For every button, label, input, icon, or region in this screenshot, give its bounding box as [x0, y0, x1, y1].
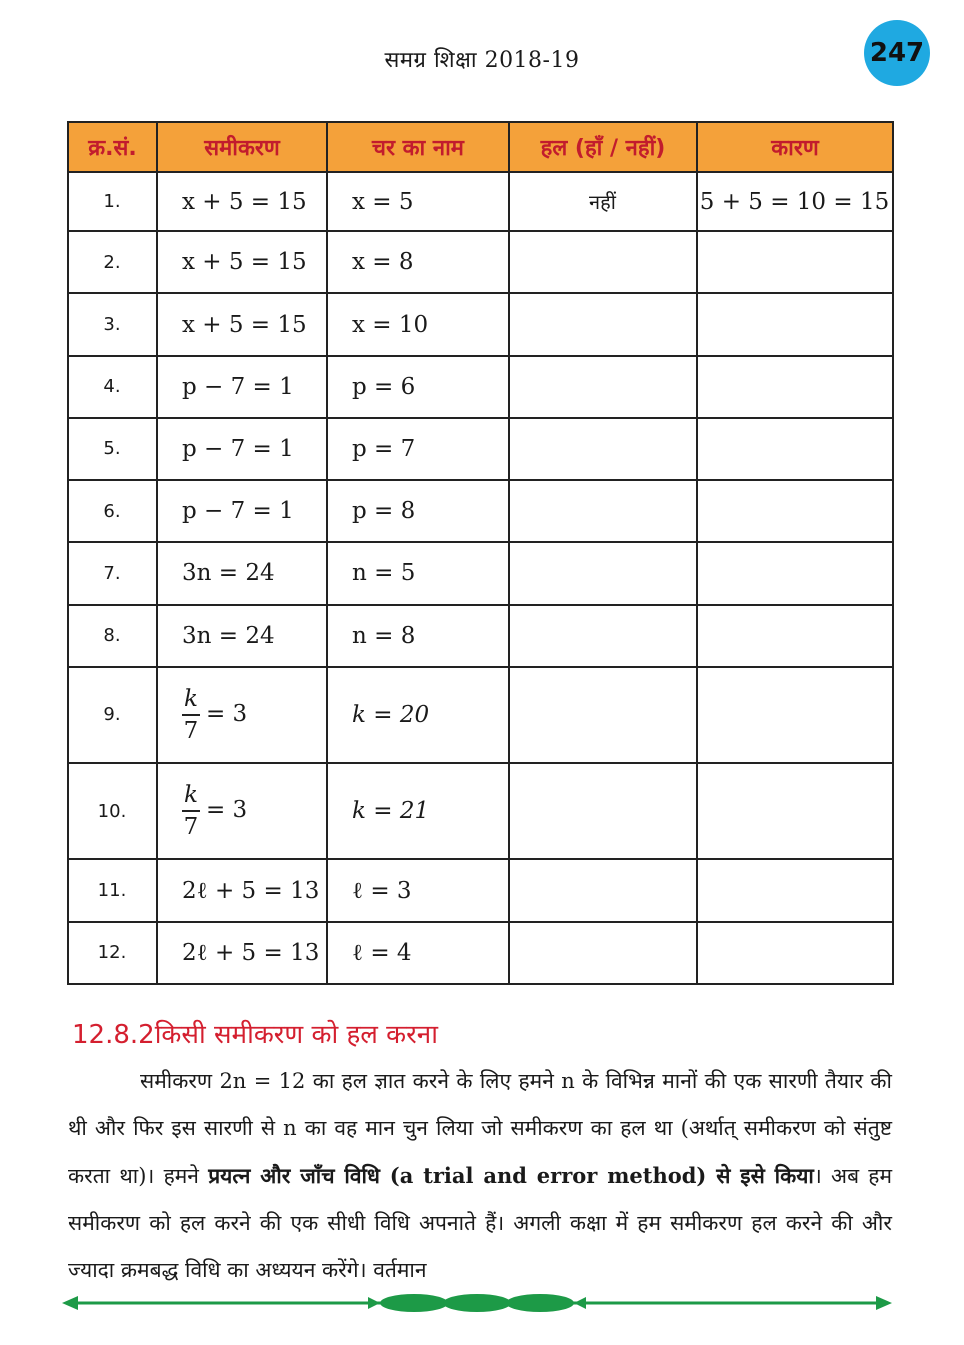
row-sn: 3.	[68, 293, 157, 355]
paragraph-text-start: समीकरण 2n = 12 का हल ज्ञात करने के लिए हमने n के विभिन्न मानों की एक सारणी तैयार की थी और फिर इस सारणी से n का वह मान चुन लिया जो समीकरण का हल था (अर्थात् समीकरण को संतुष्ट करता था)। हमने	[68, 1069, 892, 1188]
row-equation: 3n = 24	[157, 605, 327, 667]
row-sn: 4.	[68, 356, 157, 418]
row-variable: p = 6	[327, 356, 509, 418]
row-variable: k = 20	[327, 667, 509, 763]
row-solution	[509, 418, 697, 480]
col-header-equation: समीकरण	[157, 122, 327, 172]
row-sn: 2.	[68, 231, 157, 293]
paragraph-bold-text: प्रयत्न और जाँच विधि (a trial and error method) से इसे किया	[208, 1163, 814, 1188]
table-row	[68, 605, 893, 667]
table-row	[68, 293, 893, 355]
row-sn: 10.	[68, 763, 157, 859]
table-row	[68, 231, 893, 293]
fraction-numerator: k	[182, 684, 200, 716]
row-reason	[697, 542, 893, 604]
row-equation: p − 7 = 1	[157, 356, 327, 418]
fraction-denominator: 7	[183, 717, 199, 744]
fraction-numerator: k	[182, 780, 200, 812]
equation-rhs: = 3	[205, 797, 248, 824]
fraction-denominator: 7	[183, 814, 199, 841]
row-solution: नहीं	[509, 172, 697, 231]
col-header-sn: क्र.सं.	[68, 122, 157, 172]
row-solution	[509, 763, 697, 859]
fraction	[182, 780, 200, 842]
row-solution	[509, 231, 697, 293]
col-header-variable: चर का नाम	[327, 122, 509, 172]
row-sn: 11.	[68, 859, 157, 921]
row-reason	[697, 231, 893, 293]
decorative-divider	[62, 1288, 892, 1318]
row-equation: 3n = 24	[157, 542, 327, 604]
row-equation: p − 7 = 1	[157, 480, 327, 542]
table-row	[68, 859, 893, 921]
running-header: समग्र शिक्षा 2018-19	[384, 48, 580, 73]
row-reason	[697, 605, 893, 667]
row-sn: 12.	[68, 922, 157, 984]
row-variable: ℓ = 3	[327, 859, 509, 921]
row-variable: k = 21	[327, 763, 509, 859]
col-header-reason: कारण	[697, 122, 893, 172]
row-reason	[697, 763, 893, 859]
row-reason	[697, 418, 893, 480]
row-sn: 9.	[68, 667, 157, 763]
row-sn: 7.	[68, 542, 157, 604]
row-variable: ℓ = 4	[327, 922, 509, 984]
row-variable: x = 10	[327, 293, 509, 355]
row-sn: 1.	[68, 172, 157, 231]
row-variable: n = 8	[327, 605, 509, 667]
row-reason	[697, 859, 893, 921]
row-equation: 2ℓ + 5 = 13	[157, 922, 327, 984]
row-equation: x + 5 = 15	[157, 231, 327, 293]
paragraph-text-end: । अब हम समीकरण को हल करने की एक सीधी विधि अपनाते हैं। अगली कक्षा में हम समीकरण हल करने की और ज्यादा क्रमबद्ध विधि का अध्ययन करेंगे। वर्तमान	[68, 1164, 892, 1282]
row-reason	[697, 480, 893, 542]
row-solution	[509, 922, 697, 984]
row-sn: 6.	[68, 480, 157, 542]
body-paragraph	[68, 1058, 892, 1294]
row-reason	[697, 667, 893, 763]
row-variable: p = 8	[327, 480, 509, 542]
row-variable: x = 5	[327, 172, 509, 231]
row-solution	[509, 667, 697, 763]
row-sn: 5.	[68, 418, 157, 480]
equation-rhs: = 3	[205, 700, 248, 727]
row-solution	[509, 356, 697, 418]
table-row	[68, 922, 893, 984]
row-solution	[509, 542, 697, 604]
row-reason	[697, 293, 893, 355]
row-sn: 8.	[68, 605, 157, 667]
row-equation: x + 5 = 15	[157, 172, 327, 231]
row-equation: p − 7 = 1	[157, 418, 327, 480]
row-variable: p = 7	[327, 418, 509, 480]
row-variable: n = 5	[327, 542, 509, 604]
equation-table	[67, 121, 894, 985]
row-solution	[509, 605, 697, 667]
table-row	[68, 172, 893, 231]
table-row	[68, 667, 893, 763]
table-header-row	[68, 122, 893, 172]
row-equation: 2ℓ + 5 = 13	[157, 859, 327, 921]
row-solution	[509, 480, 697, 542]
row-solution	[509, 859, 697, 921]
table-row	[68, 763, 893, 859]
row-variable: x = 8	[327, 231, 509, 293]
table-row	[68, 480, 893, 542]
section-heading: 12.8.2किसी समीकरण को हल करना	[72, 1020, 438, 1050]
table-row	[68, 418, 893, 480]
table-row	[68, 542, 893, 604]
page-number-badge: 247	[864, 20, 930, 86]
table-row	[68, 356, 893, 418]
col-header-solution: हल (हाँ / नहीं)	[509, 122, 697, 172]
row-equation: x + 5 = 15	[157, 293, 327, 355]
row-solution	[509, 293, 697, 355]
row-reason	[697, 922, 893, 984]
row-reason: 5 + 5 = 10 = 15	[697, 172, 893, 231]
row-equation	[157, 763, 327, 859]
row-equation	[157, 667, 327, 763]
fraction	[182, 684, 200, 746]
row-reason	[697, 356, 893, 418]
